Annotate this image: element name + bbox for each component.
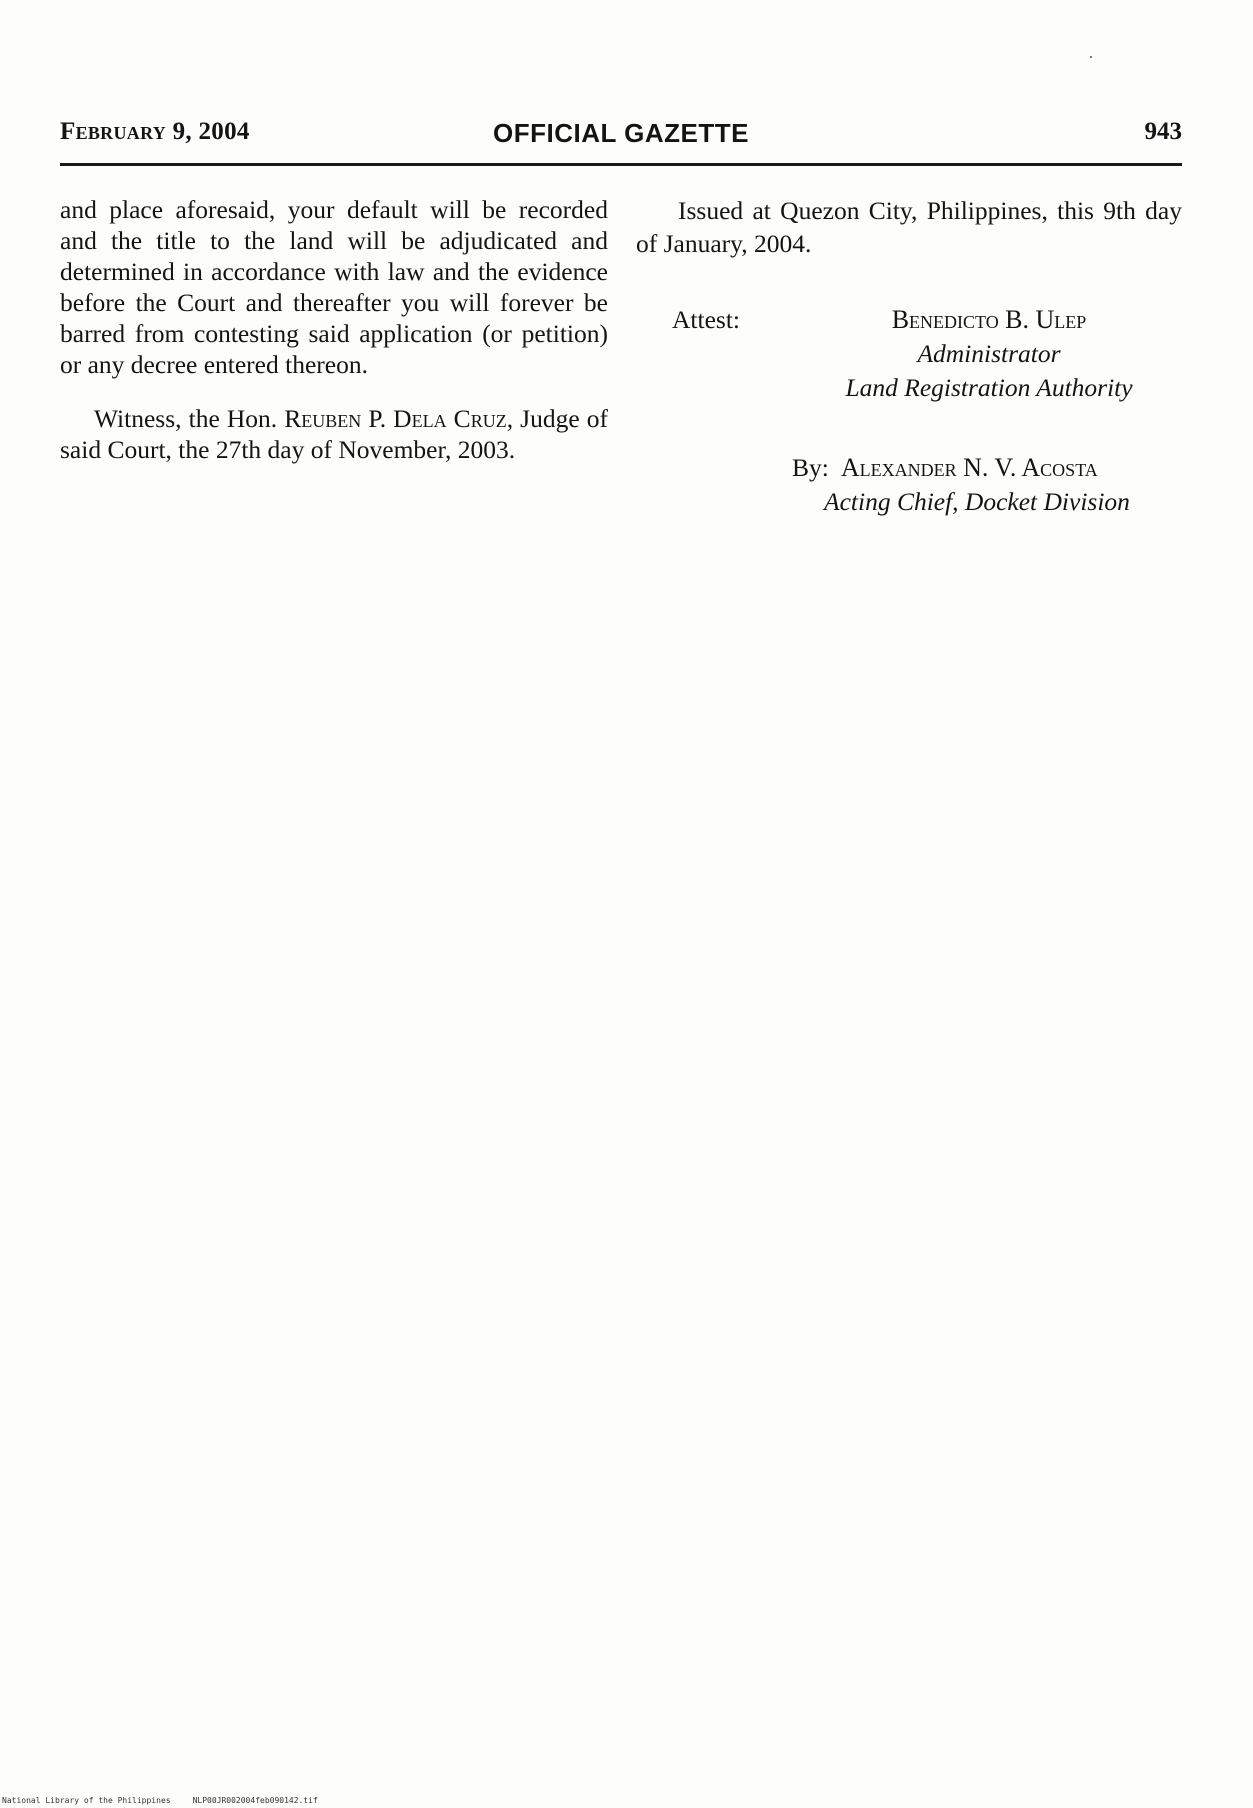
right-column — [636, 194, 1182, 260]
by-signatory-name: Alexander N. V. Acosta — [840, 453, 1098, 482]
attest-label: Attest: — [672, 305, 740, 334]
publication-title: OFFICIAL GAZETTE — [493, 118, 749, 148]
by-signatory-title: Acting Chief, Docket Division — [824, 487, 1130, 516]
attest-signatory-organization: Land Registration Authority — [845, 373, 1133, 402]
default-notice-paragraph: and place aforesaid, your default will be recorded and the title to the land will be adjudicated and determined in accordance with law and the evidence before the Court and thereafter you will forever be barred from contesting said application (or petition) or any decree entered thereon. — [60, 195, 608, 379]
judge-name: Reuben P. Dela Cruz — [284, 404, 507, 433]
attest-signatory-title: Administrator — [917, 339, 1061, 368]
by-block — [636, 453, 1182, 523]
footer-filename: NLP00JR002004feb090142.tif — [192, 1796, 318, 1805]
witness-paragraph — [60, 403, 608, 465]
witness-suffix: , Judge of said Court, the 27th day of November, 2003. — [60, 404, 609, 464]
left-column — [60, 194, 608, 465]
attest-block — [636, 305, 1182, 415]
witness-prefix: Witness, the Hon. — [94, 404, 285, 433]
scan-speck — [1090, 56, 1092, 58]
by-label: By: — [792, 453, 829, 482]
header-rule — [60, 163, 1182, 166]
issued-paragraph: Issued at Quezon City, Philippines, this 9th day of January, 2004. — [636, 196, 1182, 258]
issue-date: February 9, 2004 — [60, 118, 250, 145]
footer-library: National Library of the Philippines — [2, 1796, 171, 1805]
scan-footer — [2, 1796, 318, 1805]
by-line — [792, 453, 1098, 483]
attest-signatory-name: Benedicto B. Ulep — [891, 305, 1087, 334]
page-header — [60, 118, 1182, 158]
page-number: 943 — [1144, 118, 1182, 145]
